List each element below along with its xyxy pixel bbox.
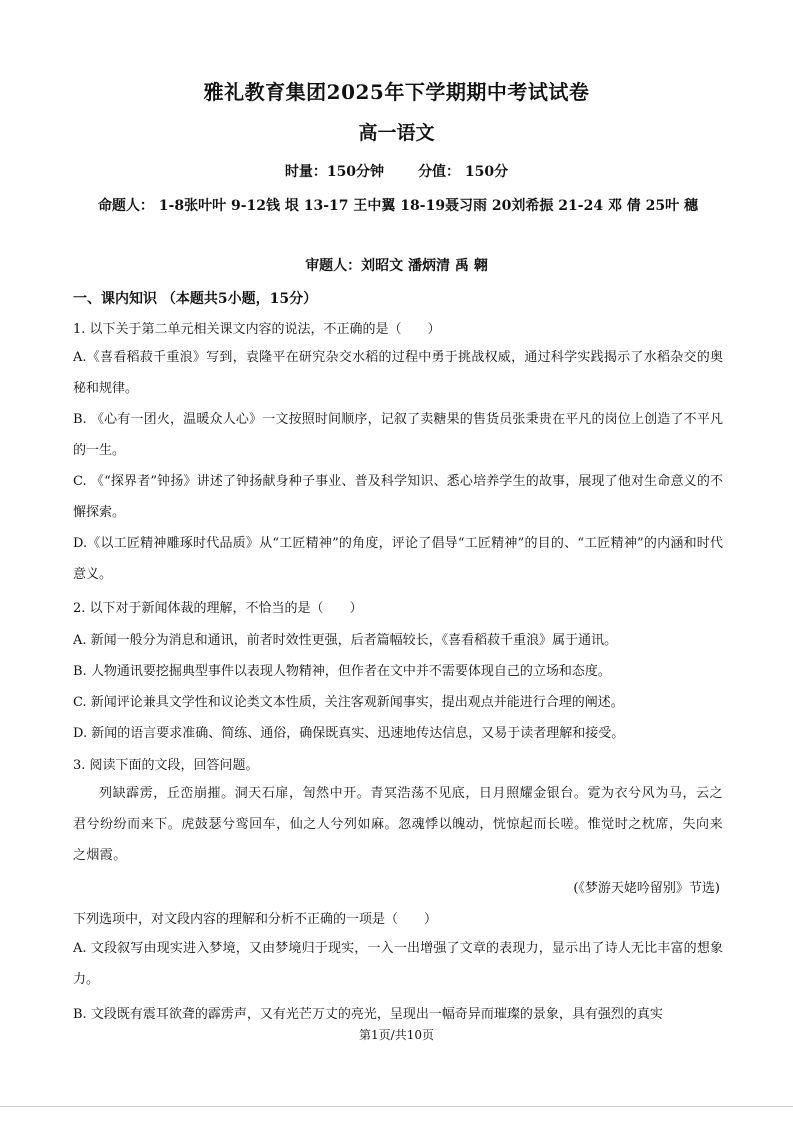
exam-time: 时量：150分钟 (284, 164, 385, 180)
q3-option-b: B. 文段既有震耳欲聋的霹雳声，又有光芒万丈的亮光，呈现出一幅奇异而璀璨的景象，具有强烈的真实 (73, 1007, 663, 1022)
q1-option-b: B. 《心有一团火，温暖众人心》一文按照时间顺序，记叙了卖糖果的售货员张秉贵在平凡的岗位上创造了不平凡的一生。 (73, 412, 723, 458)
q3-passage: 列缺霹雳，丘峦崩摧。洞天石扉，訇然中开。青冥浩荡不见底，日月照耀金银台。霓为衣兮风为马，云之君兮纷纷而来下。虎鼓瑟兮鸾回车，仙之人兮列如麻。忽魂悸以魄动，恍惊起而长嗟。惟觉时之枕席，失向来之烟霞。 (73, 786, 723, 863)
q3-question: 下列选项中，对文段内容的理解和分析不正确的一项是（ ） (73, 912, 438, 927)
exam-score: 分值： 150分 (418, 164, 509, 180)
page-bottom-rule (0, 1106, 793, 1107)
page-number: 第1页/共10页 (359, 1028, 434, 1042)
q3-option-a: A. 文段叙写由现实进入梦境，又由梦境归于现实，一入一出增强了文章的表现力，显示出了诗人无比丰富的想象力。 (73, 941, 723, 987)
q1-option-a: A.《喜看稻菽千重浪》写到，袁隆平在研究杂交水稻的过程中勇于挑战权威，通过科学实践揭示了水稻杂交的奥秘和规律。 (73, 350, 723, 396)
q3-stem: 3. 阅读下面的文段，回答问题。 (73, 758, 259, 773)
exam-subject: 高一语文 (358, 122, 435, 144)
section-heading: 一、课内知识 （本题共5小题，15分） (73, 291, 318, 307)
q2-option-d: D. 新闻的语言要求准确、简练、通俗，确保既真实、迅速地传达信息，又易于读者理解和接受。 (73, 726, 625, 741)
q1-stem: 1. 以下关于第二单元相关课文内容的说法，不正确的是（ ） (73, 322, 441, 337)
q1-option-c: C. 《“探界者”钟扬》讲述了钟扬献身种子事业、普及科学知识、悉心培养学生的故事，展现了他对生命意义的不懈探索。 (73, 474, 723, 520)
exam-reviewers: 审题人：刘昭文 潘炳清 禹 翱 (305, 258, 488, 274)
q3-source: (《梦游天姥吟留别》节选) (573, 881, 720, 896)
exam-authors: 命题人： 1-8张叶叶 9-12钱 垠 13-17 王中翼 18-19聂习雨 20刘希振 21-24 邓 倩 25叶 穗 (97, 198, 699, 214)
exam-time-score (0, 161, 793, 181)
q2-option-b: B. 人物通讯要挖掘典型事件以表现人物精神，但作者在文中并不需要体现自己的立场和态度。 (73, 664, 611, 679)
exam-title: 雅礼教育集团2025年下学期期中考试试卷 (203, 80, 590, 104)
q2-stem: 2. 以下对于新闻体裁的理解，不恰当的是（ ） (73, 601, 363, 616)
q1-option-d: D.《以工匠精神雕琢时代品质》从“工匠精神”的角度，评论了倡导“工匠精神”的目的、“工匠精神”的内涵和时代意义。 (73, 536, 723, 582)
q2-option-a: A. 新闻一般分为消息和通讯，前者时效性更强，后者篇幅较长，《喜看稻菽千重浪》属于通讯。 (73, 633, 618, 648)
q2-option-c: C. 新闻评论兼具文学性和议论类文本性质，关注客观新闻事实，提出观点并能进行合理的阐述。 (73, 695, 624, 710)
